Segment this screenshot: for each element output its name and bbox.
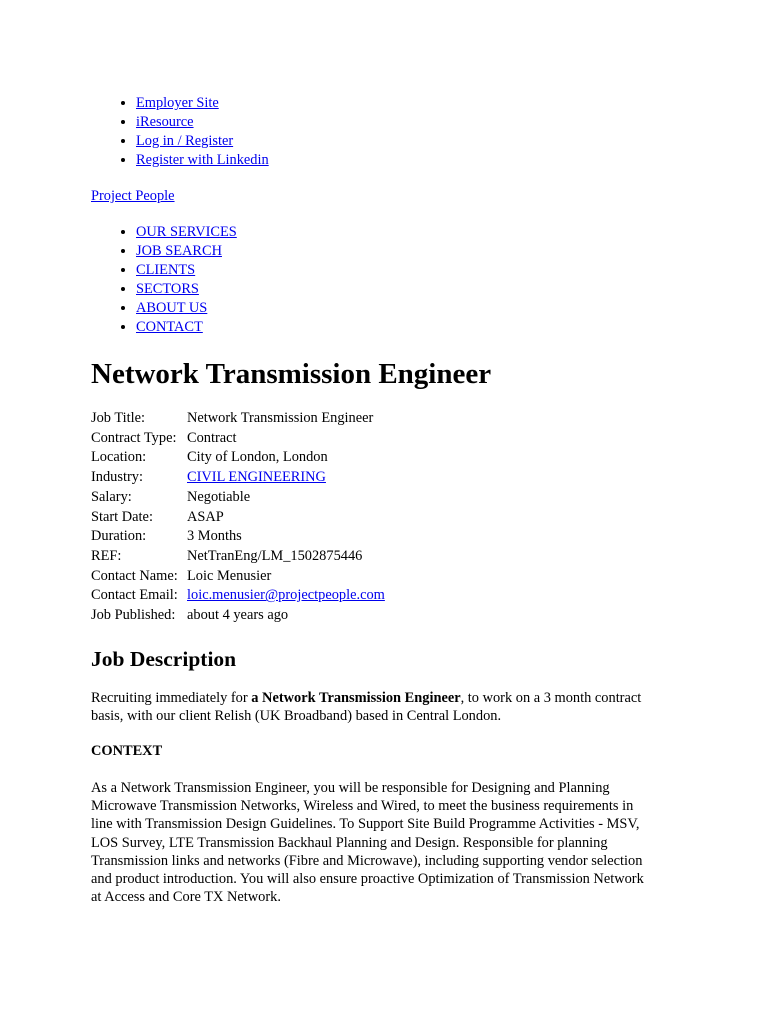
detail-label: Job Title:	[91, 410, 145, 426]
detail-value: about 4 years ago	[187, 607, 289, 624]
nav-contact-link[interactable]: CONTACT	[136, 319, 203, 335]
detail-value: Loic Menusier	[187, 567, 272, 584]
detail-value: Contract	[187, 429, 237, 446]
nav-item	[136, 299, 237, 318]
brand-link[interactable]: Project People	[91, 188, 175, 204]
detail-label: Salary:	[91, 488, 132, 505]
detail-row-duration	[89, 527, 387, 547]
detail-value: ASAP	[187, 508, 224, 525]
nav-item	[136, 261, 237, 280]
employer-site-link[interactable]: Employer Site	[136, 95, 219, 111]
top-link-item	[136, 113, 269, 132]
login-register-link[interactable]: Log in / Register	[136, 133, 234, 149]
detail-row-location	[89, 448, 387, 468]
nav-our-services-link[interactable]: OUR SERVICES	[136, 224, 237, 240]
detail-value: City of London, London	[187, 449, 328, 466]
nav-sectors-link[interactable]: SECTORS	[136, 281, 199, 297]
job-intro-paragraph	[91, 689, 691, 726]
detail-row-contract-type	[89, 429, 387, 449]
job-description-heading: Job Description	[91, 647, 237, 671]
job-details-table	[89, 409, 387, 626]
context-line: LOS Survey, LTE Transmission Backhaul Planning and Design. Responsible for planning	[91, 834, 608, 851]
context-heading: CONTEXT	[91, 743, 163, 759]
detail-value: Network Transmission Engineer	[187, 410, 374, 426]
detail-label: Duration:	[91, 528, 147, 545]
intro-text-start: Recruiting immediately for	[91, 690, 252, 706]
industry-link[interactable]: CIVIL ENGINEERING	[187, 469, 326, 486]
context-line: As a Network Transmission Engineer, you will be responsible for Designing and Planning	[91, 780, 610, 796]
context-paragraph	[91, 779, 691, 906]
context-line: and product introduction. You will also ensure proactive Optimization of Transmission Network	[91, 871, 644, 888]
detail-value: NetTranEng/LM_1502875446	[187, 547, 363, 564]
detail-value-cell	[185, 586, 387, 606]
detail-value: Negotiable	[187, 488, 251, 505]
register-linkedin-link[interactable]: Register with Linkedin	[136, 152, 269, 168]
detail-row-industry	[89, 468, 387, 488]
detail-label: Contact Email:	[91, 587, 178, 604]
detail-label: Job Published:	[91, 607, 176, 624]
context-line: Transmission links and networks (Fibre and Microwave), including supporting vendor selection	[91, 852, 643, 869]
detail-row-contact-email	[89, 586, 387, 606]
detail-value: 3 Months	[187, 528, 242, 545]
detail-label: Start Date:	[91, 508, 153, 525]
detail-value-cell	[185, 468, 387, 488]
iresource-link[interactable]: iResource	[136, 114, 194, 130]
detail-row-start-date	[89, 508, 387, 528]
intro-text-after: , to work on a 3 month contract	[460, 690, 642, 706]
top-link-item	[136, 94, 269, 113]
detail-row-job-title	[89, 409, 387, 429]
detail-row-salary	[89, 488, 387, 508]
detail-label: REF:	[91, 547, 122, 564]
contact-email-link[interactable]: loic.menusier@projectpeople.com	[187, 587, 385, 604]
intro-text-line2: basis, with our client Relish (UK Broadband) based in Central London.	[91, 708, 502, 725]
context-line: Microwave Transmission Networks, Wireless and Wired, to meet the business requirements in	[91, 798, 634, 815]
context-line: at Access and Core TX Network.	[91, 889, 281, 906]
page-title: Network Transmission Engineer	[91, 358, 492, 390]
detail-row-job-published	[89, 606, 387, 626]
context-line: line with Transmission Design Guidelines. To Support Site Build Programme Activities - MSV,	[91, 816, 640, 833]
nav-item	[136, 242, 237, 261]
detail-label: Location:	[91, 449, 147, 466]
top-link-item	[136, 151, 269, 170]
top-link-item	[136, 132, 269, 151]
nav-about-us-link[interactable]: ABOUT US	[136, 300, 208, 316]
detail-label: Industry:	[91, 469, 143, 486]
nav-item	[136, 223, 237, 242]
nav-clients-link[interactable]: CLIENTS	[136, 262, 196, 278]
detail-row-ref	[89, 547, 387, 567]
main-nav	[91, 223, 237, 337]
detail-label: Contract Type:	[91, 429, 177, 446]
detail-label: Contact Name:	[91, 567, 178, 584]
nav-item	[136, 318, 237, 337]
nav-item	[136, 280, 237, 299]
brand	[91, 187, 175, 206]
intro-bold-role: a Network Transmission Engineer	[251, 690, 461, 706]
nav-job-search-link[interactable]: JOB SEARCH	[136, 243, 222, 259]
top-links-list	[91, 94, 269, 170]
detail-row-contact-name	[89, 567, 387, 587]
